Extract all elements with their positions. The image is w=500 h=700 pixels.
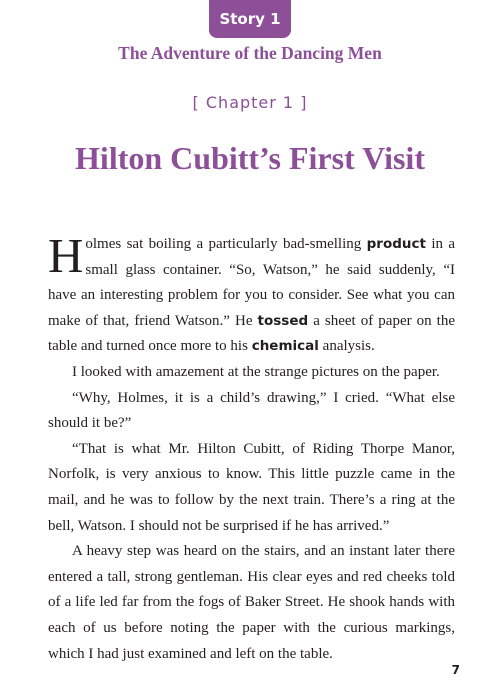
paragraph-4: “That is what Mr. Hilton Cubitt, of Riding Thorpe Manor, Norfolk, is very anxious to know. This little puzzle came in the mail, and he was to follow by the next train. There’s a ring at the bell, Watson. I should not be surprised if he has arrived.” bbox=[48, 440, 455, 534]
vocab-word-product: product bbox=[366, 236, 426, 252]
story-tab bbox=[209, 0, 291, 38]
vocab-word-chemical: chemical bbox=[251, 338, 319, 355]
paragraph-3: “Why, Holmes, it is a child’s drawing,” I cried. “What else should it be?” bbox=[48, 389, 455, 432]
page-number: 7 bbox=[451, 663, 460, 677]
paragraph-1-text-1: olmes sat boiling a particularly bad-smelling bbox=[85, 236, 367, 252]
vocab-word-tossed: tossed bbox=[257, 312, 309, 329]
story-tab-label: Story 1 bbox=[219, 10, 281, 28]
chapter-label: [ Chapter 1 ] bbox=[192, 93, 308, 112]
paragraph-1-text-3: a sheet of paper on the table and turned once more to his bbox=[48, 312, 455, 355]
paragraph-2: I looked with amazement at the strange pictures on the paper. bbox=[72, 363, 440, 380]
body-text bbox=[48, 228, 456, 667]
paragraph-1 bbox=[48, 228, 456, 360]
chapter-title: Hilton Cubitt’s First Visit bbox=[75, 140, 425, 176]
drop-cap: H bbox=[48, 228, 84, 283]
paragraph-1-text-4: analysis. bbox=[318, 338, 375, 355]
paragraph-1-text-2: in a small glass container. “So, Watson,” he said suddenly, “I have an interesting problem for you to consider. See what you can make of that, friend Watson.” He bbox=[48, 236, 456, 329]
paragraph-5: A heavy step was heard on the stairs, and an instant later there entered a tall, strong gentleman. His clear eyes and red cheeks told of a life led far from the fogs of Baker Street. He shook hands with each of us before noting the paper with the curious markings, which I had just examined and left on the table. bbox=[48, 543, 455, 662]
series-title: The Adventure of the Dancing Men bbox=[118, 43, 382, 63]
